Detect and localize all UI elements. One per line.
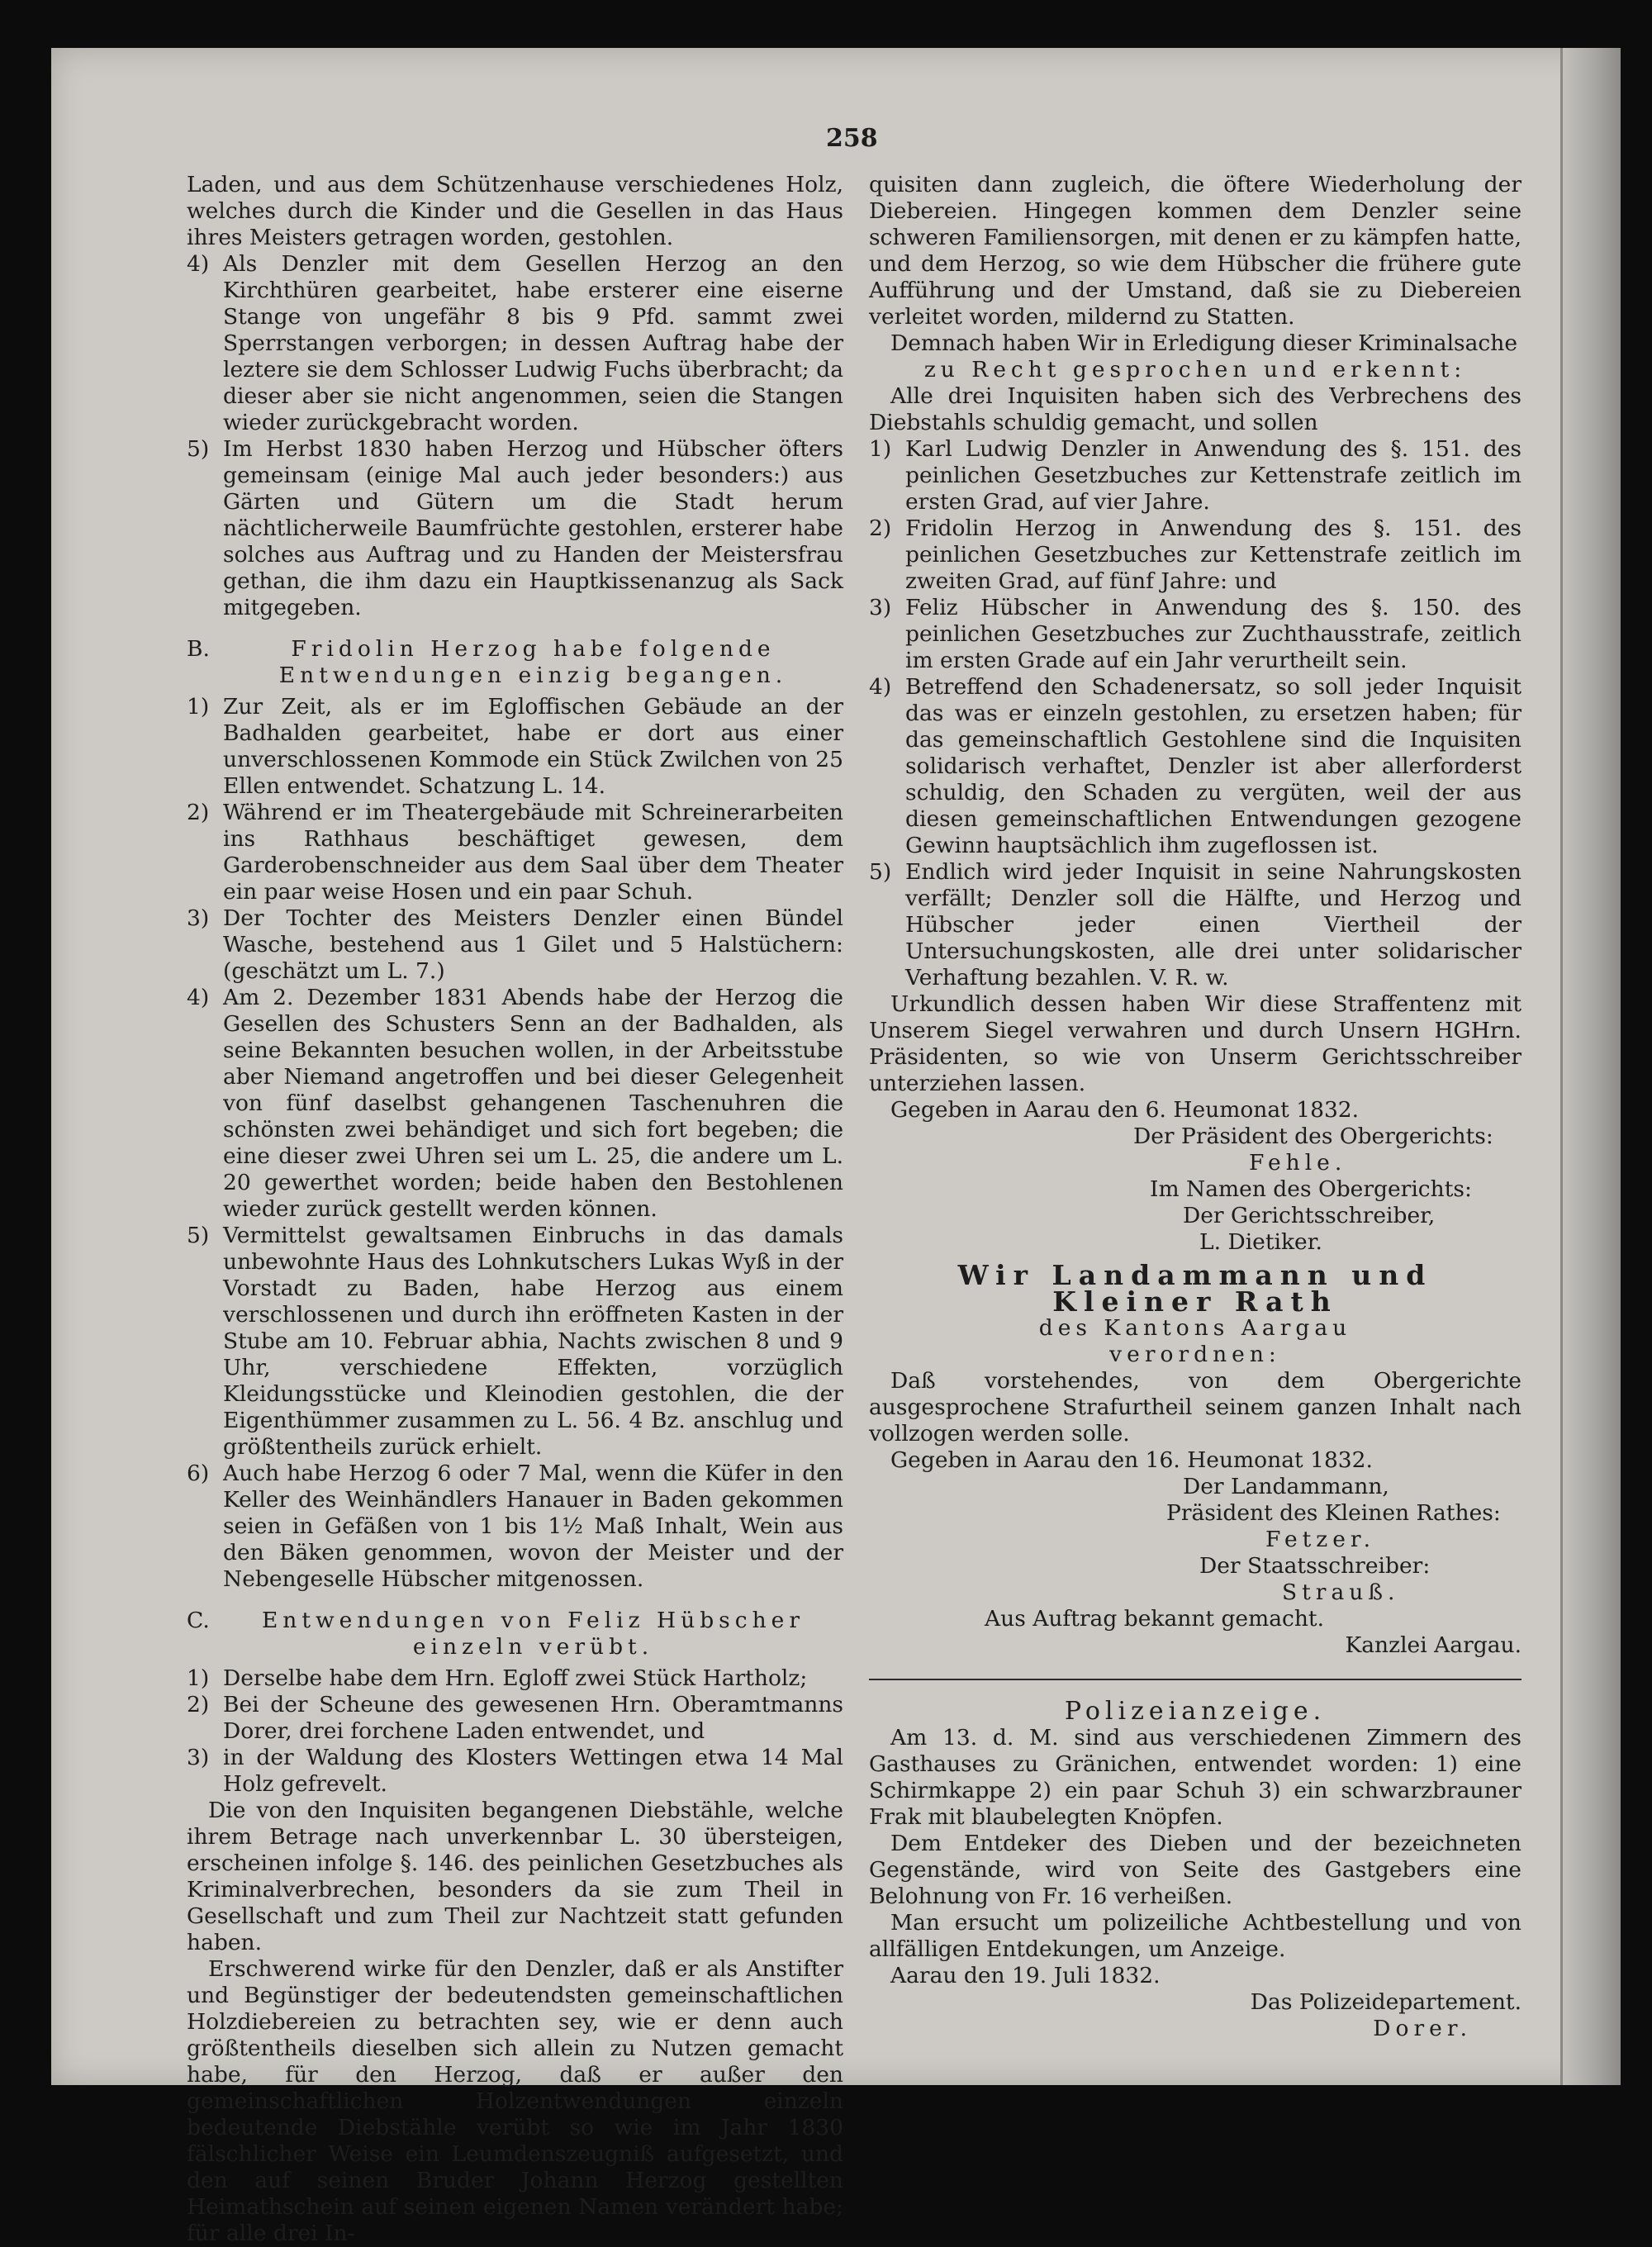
item-text: Fridolin Herzog in Anwendung des §. 151. des peinlichen Gesetzbuches zur Kettenstrafe zeitlich im zweiten Grad, auf fünf Jahre: und: [905, 515, 1521, 594]
police-date: Aarau den 19. Juli 1832.: [890, 1963, 1161, 1988]
item-number: 4): [187, 251, 210, 277]
item-text: Vermittelst gewaltsamen Einbruchs in das damals unbewohnte Haus des Lohnkutschers Lukas Wyß in der Vorstadt zu Baden, habe Herzog aus einem verschlossenen und durch ihn eröffneten Kasten in der Stube am 10. Februar abhia, Nachts zwischen 8 und 9 Uhr, verschiedene Effekten, vorzüglich Kleidungsstücke und Kleinodien gestohlen, die der Eigenthümmer zusammen zu L. 56. 4 Bz. anschlug und größtentheils zurück erhielt.: [223, 1223, 843, 1460]
signature-name: L. Dietiker.: [1199, 1229, 1322, 1255]
list-item: [187, 985, 843, 1223]
paragraph-aggravating: Erschwerend wirke für den Denzler, daß er als Anstifter und Begünstiger der bedeutendsten gemeinschaftlichen Holzdiebereien zu betrachten sey, wie er denn auch größtentheils dieselben sich allein zu Nutzen gemacht habe, für den Herzog, daß er außer den gemeinschaftlichen Holzentwendungen einzeln bedeutende Diebstähle verübt so wie im Jahr 1830 fälschlicher Weise ein Leumdenszeugniß aufgesetzt, und den auf seinen Bruder Johann Herzog gestellten Heimathschein auf seinen eigenen Namen verändert habe; für alle drei In-: [187, 1956, 843, 2246]
right-column: [869, 172, 1521, 2042]
verdict-item: [869, 859, 1521, 991]
court-signatures: [869, 1124, 1521, 1256]
verdict-item: [869, 515, 1521, 595]
decree-title: Wir Landammann und Kleiner Rath: [957, 1259, 1433, 1318]
date-line-court: Gegeben in Aarau den 6. Heumonat 1832.: [890, 1097, 1360, 1123]
verdict-heading: zu Recht gesprochen und erkennt:: [923, 357, 1467, 382]
item-number: 1): [187, 694, 210, 720]
left-column: [187, 172, 843, 2247]
demnach-line: Demnach haben Wir in Erledigung dieser Kriminalsache: [890, 330, 1518, 356]
item-text: Bei der Scheune des gewesenen Hrn. Oberamtmanns Dorer, drei forchene Laden entwendet, und: [223, 1692, 843, 1744]
list-item: [187, 800, 843, 905]
list-item: [187, 694, 843, 800]
urkund-paragraph: Urkundlich dessen haben Wir diese Straffentenz mit Unserem Siegel verwahren und durch Unsern HGHrn. Präsidenten, so wie von Unserm Gerichtsschreiber unterziehen lassen.: [869, 991, 1521, 1096]
signature-line: Der Gerichtsschreiber,: [1183, 1203, 1436, 1228]
item-number: 2): [187, 800, 210, 825]
item-number: 3): [869, 595, 892, 620]
item-number: 4): [869, 674, 892, 700]
police-reward-text: Dem Entdeker des Dieben und der bezeichneten Gegenstände, wird von Seite des Gastgebers eine Belohnung von Fr. 16 verheißen.: [869, 1831, 1521, 1909]
date-line-council: Gegeben in Aarau den 16. Heumonat 1832.: [890, 1447, 1373, 1473]
list-item: [187, 905, 843, 985]
item-number: 5): [187, 436, 210, 462]
item-text: Der Tochter des Meisters Denzler einen Bündel Wasche, bestehend aus 1 Gilet und 5 Halstüchern: (geschätzt um L. 7.): [223, 905, 843, 984]
item-text: Derselbe habe dem Hrn. Egloff zwei Stück Hartholz;: [223, 1665, 808, 1691]
decree-text: Daß vorstehendes, von dem Obergerichte ausgesprochene Strafurtheil seinem ganzen Inhalt nach vollzogen werden solle.: [869, 1368, 1521, 1447]
item-text: Als Denzler mit dem Gesellen Herzog an den Kirchthüren gearbeitet, habe ersterer eine eiserne Stange von ungefähr 8 bis 9 Pfd. sammt zwei Sperrstangen verborgen; in dessen Auftrag habe der leztere sie dem Schlosser Ludwig Fuchs überbracht; da dieser aber sie nicht angenommen, seien die Stangen wieder zurückgebracht worden.: [223, 251, 843, 435]
signature-name: Fetzer.: [1265, 1527, 1376, 1552]
signature-line: Der Landammann,: [1183, 1474, 1389, 1499]
item-text: Am 2. Dezember 1831 Abends habe der Herzog die Gesellen des Schusters Senn an der Badhalden, als seine Bekannten besuchen wollen, in der Arbeitsstube aber Niemand angetroffen und bei dieser Gelegenheit von fünf daselbst gehangenen Taschenuhren die schönsten zwei behändiget und sich fort begeben; die eine dieser zwei Uhren sei um L. 25, die andere um L. 20 gewerthet worden; beide haben den Bestohlenen wieder zurück gestellt werden können.: [223, 985, 843, 1222]
right-continued-text: quisiten dann zugleich, die öftere Wiederholung der Diebereien. Hingegen kommen dem Denzler seine schweren Familiensorgen, mit denen er zu kämpfen hatte, und dem Herzog, so wie dem Hübscher die frühere gute Aufführung und der Umstand, daß sie zu Diebereien verleitet worden, mildernd zu Statten.: [869, 172, 1521, 330]
item-number: 2): [869, 515, 892, 541]
list-item: [187, 1665, 843, 1692]
signature-line: Der Staatsschreiber:: [1199, 1553, 1431, 1579]
list-item: [187, 1223, 843, 1461]
section-heading: Fridolin Herzog habe folgende Entwendungen einzig begangen.: [278, 636, 788, 688]
item-number: 4): [187, 985, 210, 1010]
left-continued-text: Laden, und aus dem Schützenhause verschiedenes Holz, welches durch die Kinder und die Gesellen in das Haus ihres Meisters getragen worden, gestohlen.: [187, 172, 843, 250]
police-signature: Dorer.: [1373, 2016, 1472, 2041]
canton-line: des Kantons Aargau: [1038, 1315, 1352, 1341]
signature-line: Präsident des Kleinen Rathes:: [1166, 1500, 1501, 1526]
item-text: Feliz Hübscher in Anwendung des §. 150. des peinlichen Gesetzbuches zur Zuchthausstrafe, zeitlich im ersten Grade auf ein Jahr verurtheilt sein.: [905, 595, 1521, 673]
item-text: Während er im Theatergebäude mit Schreinerarbeiten ins Rathhaus beschäftiget gewesen, dem Garderobenschneider aus dem Saal über dem Theater ein paar weise Hosen und ein paar Schuh.: [223, 800, 843, 905]
item-number: 6): [187, 1461, 210, 1486]
item-text: in der Waldung des Klosters Wettingen etwa 14 Mal Holz gefrevelt.: [223, 1745, 843, 1797]
list-item: [187, 251, 843, 436]
section-c-heading: [187, 1608, 843, 1660]
list-item: [187, 1692, 843, 1745]
signature-line: Der Präsident des Obergerichts:: [1133, 1124, 1493, 1149]
page-edge: [1563, 48, 1621, 2085]
police-notice-text: Am 13. d. M. sind aus verschiedenen Zimmern des Gasthauses zu Gränichen, entwendet worden: 1) eine Schirmkappe 2) ein paar Schuh 3) ein schwarzbrauner Frak mit blaubelegten Knöpfen.: [869, 1725, 1521, 1830]
verdict-item: [869, 436, 1521, 515]
list-item: [187, 1461, 843, 1593]
list-item: [187, 436, 843, 621]
council-signatures: [869, 1474, 1521, 1606]
page-number: 258: [826, 124, 878, 153]
item-number: 2): [187, 1692, 210, 1717]
section-divider: [869, 1679, 1521, 1680]
verdict-item: [869, 595, 1521, 674]
verordnen-line: verordnen:: [1109, 1342, 1281, 1367]
item-number: 1): [869, 436, 892, 462]
verdict-intro: Alle drei Inquisiten haben sich des Verbrechens des Diebstahls schuldig gemacht, und sollen: [869, 383, 1521, 435]
section-letter: C.: [187, 1608, 210, 1633]
paragraph-crimes: Die von den Inquisiten begangenen Diebstähle, welche ihrem Betrage nach unverkennbar L. 30 übersteigen, erscheinen infolge §. 146. des peinlichen Gesetzbuches als Kriminalverbrechen, besonders da sie zum Theil in Gesellschaft und zum Theil zur Nachtzeit statt gefunden haben.: [187, 1798, 843, 1955]
signature-name: Fehle.: [1249, 1150, 1347, 1176]
signature-name: Strauß.: [1282, 1580, 1400, 1605]
verdict-item: [869, 674, 1521, 859]
list-item: [187, 1745, 843, 1798]
police-request-text: Man ersucht um polizeiliche Achtbestellung und von allfälligen Entdekungen, um Anzeige.: [869, 1910, 1521, 1962]
item-number: 1): [187, 1665, 210, 1691]
item-text: Endlich wird jeder Inquisit in seine Nahrungskosten verfällt; Denzler soll die Hälfte, und Herzog und Hübscher jeder einen Viertheil der Untersuchungskosten, alle drei unter solidarischer Verhaftung bezahlen. V. R. w.: [905, 859, 1521, 990]
item-text: Im Herbst 1830 haben Herzog und Hübscher öfters gemeinsam (einige Mal auch jeder besonders:) aus Gärten und Gütern um die Stadt herum nächtlicherweile Baumfrüchte gestohlen, ersterer habe solches aus Auftrag und zu Handen der Meistersfrau gethan, die ihm dazu ein Hauptkissenanzug als Sack mitgegeben.: [223, 436, 843, 620]
item-number: 5): [187, 1223, 210, 1248]
item-text: Betreffend den Schadenersatz, so soll jeder Inquisit das was er einzeln gestohlen, zu ersetzen haben; für das gemeinschaftlich Gestohlene sind die Inquisiten solidarisch verhaftet, Denzler ist aber allerforderst schuldig, den Schaden zu vergüten, weil der aus diesen gemeinschaftlichen Entwendungen gezogene Gewinn hauptsächlich ihm zugeflossen ist.: [905, 674, 1521, 858]
police-department: Das Polizeidepartement.: [1250, 1989, 1521, 2015]
item-number: 3): [187, 1745, 210, 1770]
item-text: Auch habe Herzog 6 oder 7 Mal, wenn die Küfer in den Keller des Weinhändlers Hanauer in Baden gekommen seien in Gefäßen von 1 bis 1½ Maß Inhalt, Wein aus den Bäken genommen, wovon der Meister und der Nebengeselle Hübscher mitgenossen.: [223, 1461, 843, 1592]
item-number: 3): [187, 905, 210, 931]
section-heading: Entwendungen von Feliz Hübscher einzeln verübt.: [261, 1608, 805, 1660]
section-letter: B.: [187, 636, 210, 662]
item-text: Zur Zeit, als er im Egloffischen Gebäude an der Badhalden gearbeitet, habe er dort aus einer unverschlossenen Kommode ein Stück Zwilchen von 25 Ellen entwendet. Schatzung L. 14.: [223, 694, 843, 799]
chancellery: Kanzlei Aargau.: [1345, 1632, 1521, 1658]
item-number: 5): [869, 859, 892, 885]
section-b-heading: [187, 636, 843, 689]
police-notice-title: Polizeianzeige.: [1064, 1697, 1327, 1726]
signature-line: Im Namen des Obergerichts:: [1150, 1176, 1472, 1202]
item-text: Karl Ludwig Denzler in Anwendung des §. 151. des peinlichen Gesetzbuches zur Kettenstrafe zeitlich im ersten Grad, auf vier Jahre.: [905, 436, 1521, 515]
publication-note: Aus Auftrag bekannt gemacht.: [985, 1606, 1325, 1632]
